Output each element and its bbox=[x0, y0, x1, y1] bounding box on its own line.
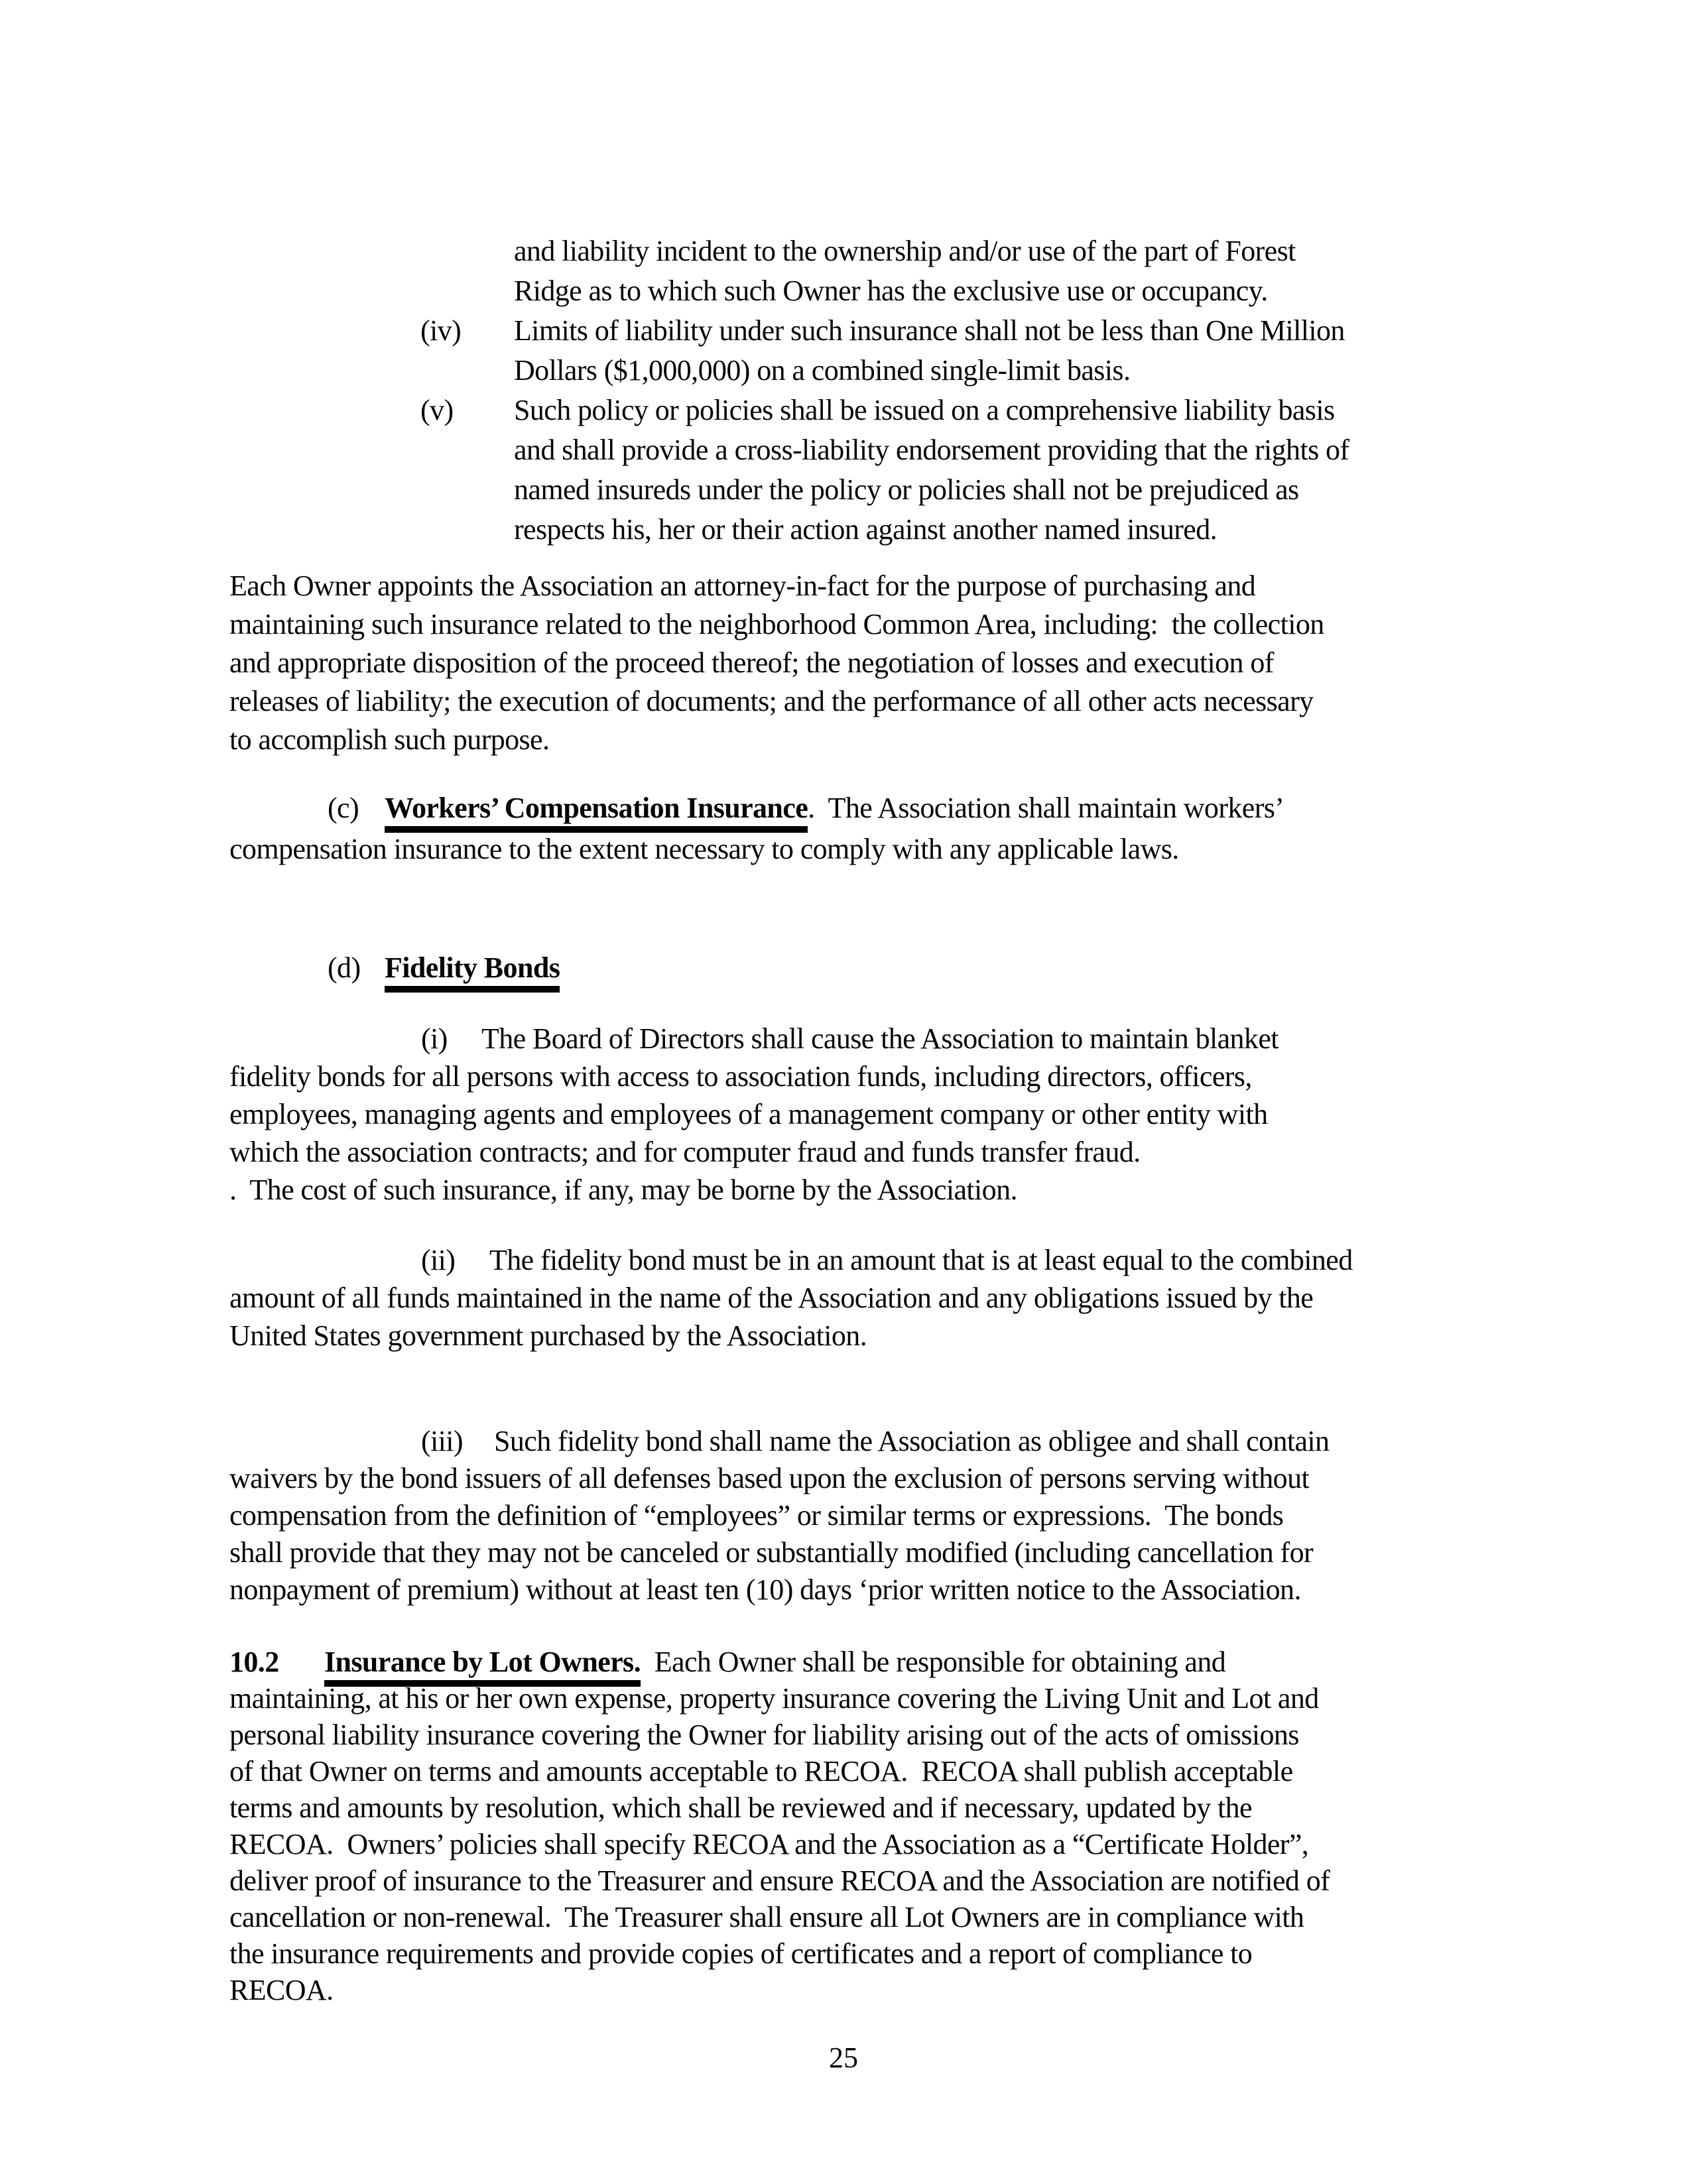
paragraph-attorney-in-fact-line-1 bbox=[229, 610, 1324, 639]
list-item-v-text: named insureds under the policy or policies shall not be prejudiced as bbox=[514, 473, 1299, 506]
section-10-2-insurance-by-lot-owners-line-2 bbox=[229, 1684, 1319, 1713]
paragraph-ii-bond-amount-text: amount of all funds maintained in the name of the Association and any obligations issued by the bbox=[229, 1282, 1314, 1314]
paragraph-i-blanket-bonds-text: which the association contracts; and for computer fraud and funds transfer fraud. bbox=[229, 1136, 1141, 1168]
section-10-2-insurance-by-lot-owners-line-3 bbox=[229, 1721, 1299, 1750]
paragraph-c-workers-comp-line-2 bbox=[229, 835, 1179, 864]
paragraph-attorney-in-fact-text: maintaining such insurance related to the neighborhood Common Area, including: the collection bbox=[229, 608, 1324, 640]
paragraph-c-workers-comp-text: (c) bbox=[328, 792, 359, 824]
paragraph-ii-bond-amount-line-3 bbox=[229, 1321, 867, 1351]
paragraph-iii-bond-waivers-text: waivers by the bond issuers of all defenses based upon the exclusion of persons serving without bbox=[229, 1462, 1310, 1494]
list-item-v-text: and shall provide a cross-liability endorsement providing that the rights of bbox=[514, 434, 1349, 466]
heading-d-fidelity-bonds-line-0 bbox=[328, 953, 361, 983]
paragraph-i-blanket-bonds-text: employees, managing agents and employees of a management company or other entity with bbox=[229, 1098, 1268, 1130]
list-item-iv-line-1 bbox=[514, 316, 1345, 345]
paragraph-ii-bond-amount-line-1 bbox=[489, 1246, 1353, 1275]
paragraph-attorney-in-fact-line-2 bbox=[229, 648, 1274, 678]
paragraph-ii-bond-amount-text: (ii) bbox=[421, 1244, 456, 1276]
section-10-2-insurance-by-lot-owners-line-1 bbox=[324, 1648, 1225, 1687]
paragraph-i-blanket-bonds-line-2 bbox=[229, 1062, 1252, 1091]
page-number: 25 bbox=[829, 2041, 858, 2074]
list-item-iv-text: (iv) bbox=[420, 314, 462, 347]
paragraph-iii-bond-waivers-line-2 bbox=[229, 1464, 1309, 1493]
continuation-paragraph-line-1 bbox=[514, 276, 1268, 306]
section-10-2-insurance-by-lot-owners-line-6 bbox=[229, 1830, 1308, 1859]
list-item-iv-line-2 bbox=[514, 356, 1130, 385]
section-10-2-insurance-by-lot-owners-line-7 bbox=[229, 1866, 1330, 1896]
section-10-2-insurance-by-lot-owners-line-4 bbox=[229, 1757, 1293, 1786]
paragraph-i-blanket-bonds-text: fidelity bonds for all persons with access to association funds, including directors, officers, bbox=[229, 1060, 1252, 1093]
heading-d-fidelity-bonds-line-1 bbox=[385, 953, 560, 993]
section-10-2-insurance-by-lot-owners-text: deliver proof of insurance to the Treasurer and ensure RECOA and the Association are notified of bbox=[229, 1864, 1330, 1897]
section-10-2-insurance-by-lot-owners-text: personal liability insurance covering the Owner for liability arising out of the acts of omissions bbox=[229, 1719, 1299, 1751]
paragraph-iii-bond-waivers-text: Such fidelity bond shall name the Association as obligee and shall contain bbox=[494, 1425, 1330, 1457]
paragraph-iii-bond-waivers-line-3 bbox=[229, 1501, 1283, 1530]
paragraph-iii-bond-waivers-text: (iii) bbox=[421, 1425, 463, 1457]
paragraph-attorney-in-fact-text: and appropriate disposition of the proceed thereof; the negotiation of losses and execution of bbox=[229, 646, 1274, 679]
paragraph-attorney-in-fact-line-4 bbox=[229, 725, 549, 755]
paragraph-i-blanket-bonds-line-4 bbox=[229, 1138, 1141, 1167]
paragraph-iii-bond-waivers-line-1 bbox=[494, 1427, 1329, 1456]
heading-d-fidelity-bonds-heading-text: Fidelity Bonds bbox=[385, 953, 560, 993]
paragraph-attorney-in-fact-text: Each Owner appoints the Association an attorney-in-fact for the purpose of purchasing and bbox=[229, 570, 1256, 602]
paragraph-i-blanket-bonds-text: . The cost of such insurance, if any, may be borne by the Association. bbox=[229, 1174, 1017, 1206]
section-10-2-insurance-by-lot-owners-line-5 bbox=[229, 1793, 1252, 1823]
continuation-paragraph-line-0 bbox=[514, 237, 1296, 266]
section-10-2-insurance-by-lot-owners-text: of that Owner on terms and amounts acceptable to RECOA. RECOA shall publish acceptable bbox=[229, 1755, 1293, 1788]
paragraph-c-workers-comp-heading-text: Workers’ Compensation Insurance bbox=[385, 794, 808, 833]
paragraph-attorney-in-fact-text: to accomplish such purpose. bbox=[229, 723, 550, 756]
list-item-v-line-0 bbox=[420, 396, 454, 425]
paragraph-c-workers-comp-line-1 bbox=[385, 794, 1284, 833]
section-10-2-insurance-by-lot-owners-text: RECOA. bbox=[229, 1974, 334, 2006]
section-10-2-insurance-by-lot-owners-text: Each Owner shall be responsible for obtaining and bbox=[640, 1646, 1226, 1678]
paragraph-ii-bond-amount-line-2 bbox=[229, 1284, 1313, 1313]
list-item-v-text: respects his, her or their action against another named insured. bbox=[514, 513, 1218, 546]
section-10-2-insurance-by-lot-owners-text: cancellation or non-renewal. The Treasurer shall ensure all Lot Owners are in compliance with bbox=[229, 1901, 1304, 1933]
section-10-2-insurance-by-lot-owners-line-9 bbox=[229, 1939, 1252, 1969]
paragraph-i-blanket-bonds-text: The Board of Directors shall cause the Association to maintain blanket bbox=[481, 1022, 1279, 1055]
section-10-2-insurance-by-lot-owners-text: terms and amounts by resolution, which shall be reviewed and if necessary, updated by the bbox=[229, 1791, 1252, 1824]
list-item-v-line-1 bbox=[514, 396, 1334, 425]
list-item-v-line-2 bbox=[514, 436, 1349, 465]
paragraph-ii-bond-amount-text: United States government purchased by the Association. bbox=[229, 1319, 867, 1352]
paragraph-iii-bond-waivers-text: shall provide that they may not be canceled or substantially modified (including cancellation for bbox=[229, 1536, 1314, 1569]
paragraph-i-blanket-bonds-line-1 bbox=[481, 1024, 1279, 1054]
section-10-2-insurance-by-lot-owners-text: maintaining, at his or her own expense, property insurance covering the Living Unit and Lot and bbox=[229, 1682, 1319, 1715]
paragraph-iii-bond-waivers-line-4 bbox=[229, 1538, 1313, 1567]
paragraph-i-blanket-bonds-text: (i) bbox=[421, 1022, 448, 1055]
paragraph-ii-bond-amount-line-0 bbox=[421, 1246, 455, 1275]
paragraph-i-blanket-bonds-line-3 bbox=[229, 1100, 1268, 1129]
list-item-iv-text: Dollars ($1,000,000) on a combined single-limit basis. bbox=[514, 354, 1131, 387]
list-item-v-text: Such policy or policies shall be issued on a comprehensive liability basis bbox=[514, 394, 1335, 426]
list-item-iv-line-0 bbox=[420, 316, 461, 345]
paragraph-iii-bond-waivers-line-5 bbox=[229, 1575, 1301, 1605]
section-10-2-insurance-by-lot-owners-heading-text: Insurance by Lot Owners. bbox=[324, 1648, 641, 1687]
paragraph-attorney-in-fact-line-0 bbox=[229, 572, 1255, 601]
paragraph-c-workers-comp-text: . The Association shall maintain workers’ bbox=[808, 792, 1284, 824]
heading-d-fidelity-bonds-text: (d) bbox=[328, 951, 361, 984]
section-10-2-insurance-by-lot-owners-text: RECOA. Owners’ policies shall specify RECOA and the Association as a “Certificate Holder”, bbox=[229, 1828, 1309, 1860]
list-item-iv-text: Limits of liability under such insurance shall not be less than One Million bbox=[514, 314, 1345, 347]
paragraph-c-workers-comp-text: compensation insurance to the extent necessary to comply with any applicable laws. bbox=[229, 833, 1179, 865]
paragraph-attorney-in-fact-line-3 bbox=[229, 687, 1314, 716]
list-item-v-text: (v) bbox=[420, 394, 454, 426]
paragraph-c-workers-comp-line-0 bbox=[328, 794, 359, 823]
section-10-2-insurance-by-lot-owners-line-0 bbox=[229, 1648, 279, 1677]
section-10-2-insurance-by-lot-owners-text: the insurance requirements and provide copies of certificates and a report of compliance to bbox=[229, 1937, 1253, 1970]
list-item-v-line-4 bbox=[514, 515, 1217, 544]
paragraph-iii-bond-waivers-line-0 bbox=[421, 1427, 463, 1456]
paragraph-iii-bond-waivers-text: nonpayment of premium) without at least ten (10) days ‘prior written notice to the Association. bbox=[229, 1573, 1301, 1606]
paragraph-i-blanket-bonds-line-5 bbox=[229, 1176, 1017, 1205]
list-item-v-line-3 bbox=[514, 475, 1299, 505]
section-10-2-insurance-by-lot-owners-text: 10.2 bbox=[229, 1646, 279, 1678]
paragraph-iii-bond-waivers-text: compensation from the definition of “employees” or similar terms or expressions. The bonds bbox=[229, 1499, 1284, 1532]
paragraph-ii-bond-amount-text: The fidelity bond must be in an amount that is at least equal to the combined bbox=[489, 1244, 1353, 1276]
section-10-2-insurance-by-lot-owners-line-10 bbox=[229, 1976, 334, 2005]
continuation-paragraph-text: and liability incident to the ownership and/or use of the part of Forest bbox=[514, 235, 1296, 267]
paragraph-i-blanket-bonds-line-0 bbox=[421, 1024, 448, 1054]
section-10-2-insurance-by-lot-owners-line-8 bbox=[229, 1903, 1304, 1932]
continuation-paragraph-text: Ridge as to which such Owner has the exclusive use or occupancy. bbox=[514, 274, 1268, 307]
paragraph-attorney-in-fact-text: releases of liability; the execution of documents; and the performance of all other acts necessary bbox=[229, 685, 1314, 717]
